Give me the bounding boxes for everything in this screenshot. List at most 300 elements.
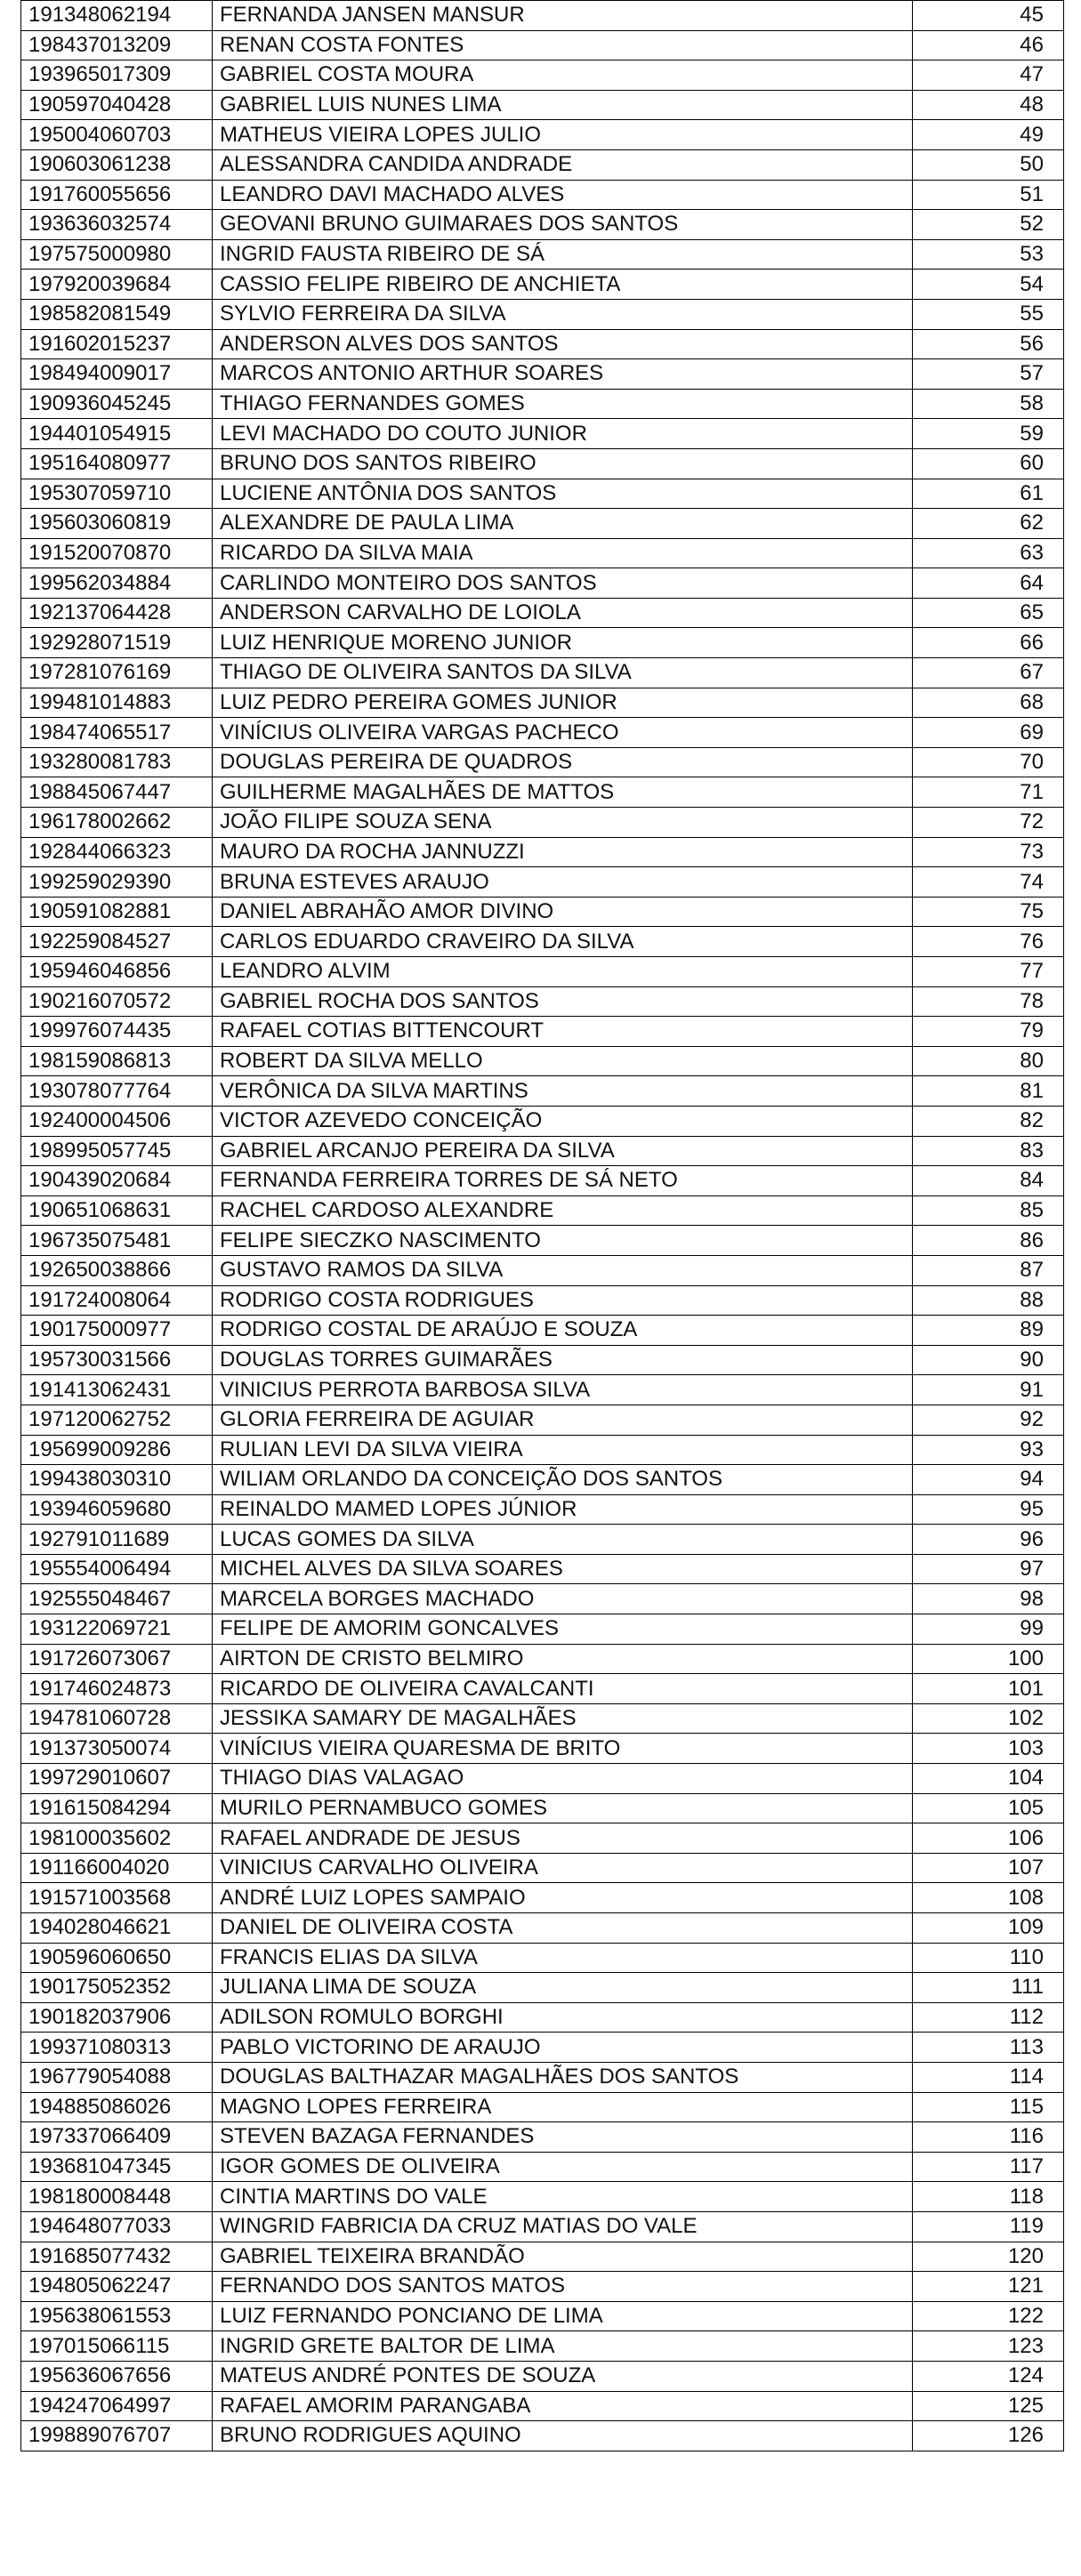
table-row (21, 1166, 1064, 1196)
classification-cell: 56 (913, 329, 1064, 359)
candidate-name-cell: GLORIA FERREIRA DE AGUIAR (213, 1405, 913, 1435)
registration-number-cell: 195164080977 (21, 448, 213, 479)
registration-number-cell: 197575000980 (21, 239, 213, 270)
table-row (21, 120, 1064, 150)
classification-cell: 62 (913, 509, 1064, 539)
candidate-name-cell: ANDERSON ALVES DOS SANTOS (213, 329, 913, 359)
registration-number-cell: 192555048467 (21, 1584, 213, 1614)
classification-cell: 66 (913, 628, 1064, 658)
classification-cell: 105 (913, 1793, 1064, 1823)
candidate-name-cell: LUCIENE ANTÔNIA DOS SANTOS (213, 479, 913, 509)
classification-cell: 108 (913, 1883, 1064, 1913)
classification-cell: 122 (913, 2301, 1064, 2331)
table-row (21, 329, 1064, 359)
candidate-name-cell: THIAGO DE OLIVEIRA SANTOS DA SILVA (213, 658, 913, 688)
registration-number-cell: 193965017309 (21, 60, 213, 91)
table-row (21, 1764, 1064, 1794)
table-row (21, 2122, 1064, 2153)
candidate-name-cell: ROBERT DA SILVA MELLO (213, 1046, 913, 1076)
table-row (21, 837, 1064, 867)
table-row (21, 419, 1064, 449)
registration-number-cell: 199259029390 (21, 867, 213, 898)
classification-cell: 74 (913, 867, 1064, 898)
classification-cell: 97 (913, 1554, 1064, 1584)
table-row (21, 1076, 1064, 1107)
classification-cell: 110 (913, 1943, 1064, 1973)
classification-cell: 46 (913, 30, 1064, 60)
table-row (21, 1554, 1064, 1584)
table-row (21, 1017, 1064, 1047)
candidate-name-cell: GABRIEL TEIXEIRA BRANDÃO (213, 2242, 913, 2272)
registration-number-cell: 197120062752 (21, 1405, 213, 1435)
classification-cell: 95 (913, 1494, 1064, 1525)
classification-cell: 111 (913, 1973, 1064, 2003)
classification-cell: 72 (913, 808, 1064, 838)
registration-number-cell: 191760055656 (21, 180, 213, 210)
classification-cell: 82 (913, 1106, 1064, 1136)
candidate-name-cell: DOUGLAS BALTHAZAR MAGALHÃES DOS SANTOS (213, 2062, 913, 2092)
table-row (21, 1106, 1064, 1136)
registration-number-cell: 196178002662 (21, 808, 213, 838)
classification-cell: 123 (913, 2331, 1064, 2362)
classification-cell: 64 (913, 568, 1064, 599)
table-row (21, 1136, 1064, 1166)
classification-cell: 81 (913, 1076, 1064, 1107)
registration-number-cell: 194401054915 (21, 419, 213, 449)
candidate-name-cell: RENAN COSTA FONTES (213, 30, 913, 60)
classification-cell: 115 (913, 2092, 1064, 2122)
registration-number-cell: 192928071519 (21, 628, 213, 658)
candidate-name-cell: IGOR GOMES DE OLIVEIRA (213, 2152, 913, 2182)
table-row (21, 628, 1064, 658)
candidate-name-cell: STEVEN BAZAGA FERNANDES (213, 2122, 913, 2153)
table-row (21, 299, 1064, 329)
table-row (21, 270, 1064, 300)
table-row (21, 2301, 1064, 2331)
classification-cell: 101 (913, 1674, 1064, 1704)
table-row (21, 1674, 1064, 1704)
registration-number-cell: 193636032574 (21, 210, 213, 240)
table-row (21, 986, 1064, 1017)
table-row (21, 2033, 1064, 2063)
table-row (21, 897, 1064, 927)
candidate-name-cell: GABRIEL LUIS NUNES LIMA (213, 90, 913, 120)
registration-number-cell: 198100035602 (21, 1823, 213, 1854)
candidate-name-cell: CASSIO FELIPE RIBEIRO DE ANCHIETA (213, 270, 913, 300)
table-row (21, 2421, 1064, 2451)
candidate-name-cell: FELIPE SIECZKO NASCIMENTO (213, 1226, 913, 1256)
classification-cell: 114 (913, 2062, 1064, 2092)
classification-cell: 113 (913, 2033, 1064, 2063)
classification-cell: 102 (913, 1703, 1064, 1734)
candidate-name-cell: PABLO VICTORINO DE ARAUJO (213, 2033, 913, 2063)
candidate-name-cell: INGRID FAUSTA RIBEIRO DE SÁ (213, 239, 913, 270)
classification-cell: 99 (913, 1614, 1064, 1645)
classification-cell: 65 (913, 598, 1064, 628)
classification-cell: 57 (913, 359, 1064, 390)
table-row (21, 1316, 1064, 1346)
table-row (21, 239, 1064, 270)
registration-number-cell: 192137064428 (21, 598, 213, 628)
table-row (21, 1255, 1064, 1285)
candidate-name-cell: THIAGO FERNANDES GOMES (213, 389, 913, 419)
table-row (21, 1494, 1064, 1525)
registration-number-cell: 194247064997 (21, 2391, 213, 2421)
registration-number-cell: 190175000977 (21, 1316, 213, 1346)
candidate-name-cell: RICARDO DE OLIVEIRA CAVALCANTI (213, 1674, 913, 1704)
registration-number-cell: 197920039684 (21, 270, 213, 300)
table-row (21, 688, 1064, 718)
candidate-name-cell: ANDRÉ LUIZ LOPES SAMPAIO (213, 1883, 913, 1913)
classification-cell: 45 (913, 1, 1064, 31)
classification-cell: 52 (913, 210, 1064, 240)
registration-number-cell: 195603060819 (21, 509, 213, 539)
table-row (21, 2211, 1064, 2242)
results-table-body (21, 1, 1064, 2451)
registration-number-cell: 190182037906 (21, 2002, 213, 2033)
registration-number-cell: 196735075481 (21, 1226, 213, 1256)
table-row (21, 479, 1064, 509)
registration-number-cell: 190591082881 (21, 897, 213, 927)
candidate-name-cell: VINÍCIUS OLIVEIRA VARGAS PACHECO (213, 718, 913, 748)
registration-number-cell: 191520070870 (21, 538, 213, 568)
registration-number-cell: 191746024873 (21, 1674, 213, 1704)
table-row (21, 1973, 1064, 2003)
classification-cell: 54 (913, 270, 1064, 300)
table-row (21, 1913, 1064, 1944)
classification-cell: 61 (913, 479, 1064, 509)
registration-number-cell: 197015066115 (21, 2331, 213, 2362)
classification-cell: 94 (913, 1465, 1064, 1495)
registration-number-cell: 198437013209 (21, 30, 213, 60)
table-row (21, 90, 1064, 120)
candidate-name-cell: ALEXANDRE DE PAULA LIMA (213, 509, 913, 539)
registration-number-cell: 195946046856 (21, 957, 213, 987)
registration-number-cell: 197337066409 (21, 2122, 213, 2153)
table-row (21, 509, 1064, 539)
registration-number-cell: 195636067656 (21, 2361, 213, 2391)
classification-cell: 73 (913, 837, 1064, 867)
candidate-name-cell: GABRIEL ROCHA DOS SANTOS (213, 986, 913, 1017)
table-row (21, 448, 1064, 479)
classification-cell: 89 (913, 1316, 1064, 1346)
classification-cell: 106 (913, 1823, 1064, 1854)
classification-cell: 53 (913, 239, 1064, 270)
candidate-name-cell: JOÃO FILIPE SOUZA SENA (213, 808, 913, 838)
table-row (21, 1226, 1064, 1256)
candidate-name-cell: MICHEL ALVES DA SILVA SOARES (213, 1554, 913, 1584)
results-table (20, 0, 1064, 2451)
registration-number-cell: 193946059680 (21, 1494, 213, 1525)
candidate-name-cell: LUIZ FERNANDO PONCIANO DE LIMA (213, 2301, 913, 2331)
table-row (21, 1943, 1064, 1973)
classification-cell: 59 (913, 419, 1064, 449)
table-row (21, 2152, 1064, 2182)
registration-number-cell: 199371080313 (21, 2033, 213, 2063)
classification-cell: 100 (913, 1644, 1064, 1674)
registration-number-cell: 191373050074 (21, 1734, 213, 1764)
candidate-name-cell: LEVI MACHADO DO COUTO JUNIOR (213, 419, 913, 449)
registration-number-cell: 190439020684 (21, 1166, 213, 1196)
classification-cell: 96 (913, 1525, 1064, 1555)
classification-cell: 70 (913, 747, 1064, 777)
candidate-name-cell: MATHEUS VIEIRA LOPES JULIO (213, 120, 913, 150)
table-row (21, 2182, 1064, 2212)
candidate-name-cell: RACHEL CARDOSO ALEXANDRE (213, 1195, 913, 1226)
registration-number-cell: 198845067447 (21, 777, 213, 808)
classification-cell: 98 (913, 1584, 1064, 1614)
classification-cell: 90 (913, 1345, 1064, 1375)
table-row (21, 1703, 1064, 1734)
candidate-name-cell: VERÔNICA DA SILVA MARTINS (213, 1076, 913, 1107)
table-row (21, 747, 1064, 777)
table-row (21, 1046, 1064, 1076)
candidate-name-cell: MAURO DA ROCHA JANNUZZI (213, 837, 913, 867)
table-row (21, 1793, 1064, 1823)
candidate-name-cell: LUCAS GOMES DA SILVA (213, 1525, 913, 1555)
classification-cell: 109 (913, 1913, 1064, 1944)
table-row (21, 30, 1064, 60)
registration-number-cell: 199562034884 (21, 568, 213, 599)
registration-number-cell: 193280081783 (21, 747, 213, 777)
table-row (21, 1883, 1064, 1913)
candidate-name-cell: JESSIKA SAMARY DE MAGALHÃES (213, 1703, 913, 1734)
candidate-name-cell: LUIZ HENRIQUE MORENO JUNIOR (213, 628, 913, 658)
registration-number-cell: 195554006494 (21, 1554, 213, 1584)
candidate-name-cell: WILIAM ORLANDO DA CONCEIÇÃO DOS SANTOS (213, 1465, 913, 1495)
registration-number-cell: 194781060728 (21, 1703, 213, 1734)
classification-cell: 55 (913, 299, 1064, 329)
classification-cell: 83 (913, 1136, 1064, 1166)
classification-cell: 120 (913, 2242, 1064, 2272)
registration-number-cell: 192259084527 (21, 927, 213, 957)
classification-cell: 50 (913, 149, 1064, 180)
candidate-name-cell: LEANDRO DAVI MACHADO ALVES (213, 180, 913, 210)
registration-number-cell: 190596060650 (21, 1943, 213, 1973)
candidate-name-cell: BRUNO RODRIGUES AQUINO (213, 2421, 913, 2451)
registration-number-cell: 192650038866 (21, 1255, 213, 1285)
classification-cell: 126 (913, 2421, 1064, 2451)
candidate-name-cell: MATEUS ANDRÉ PONTES DE SOUZA (213, 2361, 913, 2391)
classification-cell: 48 (913, 90, 1064, 120)
registration-number-cell: 191166004020 (21, 1853, 213, 1883)
classification-cell: 80 (913, 1046, 1064, 1076)
candidate-name-cell: RODRIGO COSTA RODRIGUES (213, 1285, 913, 1316)
classification-cell: 124 (913, 2361, 1064, 2391)
table-row (21, 1734, 1064, 1764)
classification-cell: 58 (913, 389, 1064, 419)
classification-cell: 86 (913, 1226, 1064, 1256)
table-row (21, 2391, 1064, 2421)
registration-number-cell: 195638061553 (21, 2301, 213, 2331)
registration-number-cell: 199481014883 (21, 688, 213, 718)
table-row (21, 1375, 1064, 1405)
classification-cell: 63 (913, 538, 1064, 568)
table-row (21, 1195, 1064, 1226)
registration-number-cell: 194648077033 (21, 2211, 213, 2242)
table-row (21, 2331, 1064, 2362)
registration-number-cell: 193078077764 (21, 1076, 213, 1107)
registration-number-cell: 195307059710 (21, 479, 213, 509)
table-row (21, 1525, 1064, 1555)
candidate-name-cell: DOUGLAS PEREIRA DE QUADROS (213, 747, 913, 777)
classification-cell: 103 (913, 1734, 1064, 1764)
table-row (21, 808, 1064, 838)
candidate-name-cell: THIAGO DIAS VALAGAO (213, 1764, 913, 1794)
registration-number-cell: 191726073067 (21, 1644, 213, 1674)
candidate-name-cell: RULIAN LEVI DA SILVA VIEIRA (213, 1435, 913, 1465)
candidate-name-cell: DOUGLAS TORRES GUIMARÃES (213, 1345, 913, 1375)
table-row (21, 180, 1064, 210)
registration-number-cell: 194885086026 (21, 2092, 213, 2122)
classification-cell: 125 (913, 2391, 1064, 2421)
registration-number-cell: 192400004506 (21, 1106, 213, 1136)
classification-cell: 77 (913, 957, 1064, 987)
registration-number-cell: 198159086813 (21, 1046, 213, 1076)
registration-number-cell: 194028046621 (21, 1913, 213, 1944)
registration-number-cell: 198494009017 (21, 359, 213, 390)
classification-cell: 112 (913, 2002, 1064, 2033)
candidate-name-cell: RICARDO DA SILVA MAIA (213, 538, 913, 568)
classification-cell: 118 (913, 2182, 1064, 2212)
candidate-name-cell: RAFAEL COTIAS BITTENCOURT (213, 1017, 913, 1047)
registration-number-cell: 191685077432 (21, 2242, 213, 2272)
candidate-name-cell: FERNANDO DOS SANTOS MATOS (213, 2272, 913, 2302)
table-row (21, 927, 1064, 957)
candidate-name-cell: ADILSON ROMULO BORGHI (213, 2002, 913, 2033)
registration-number-cell: 194805062247 (21, 2272, 213, 2302)
table-row (21, 2062, 1064, 2092)
table-row (21, 60, 1064, 91)
table-row (21, 867, 1064, 898)
candidate-name-cell: CARLOS EDUARDO CRAVEIRO DA SILVA (213, 927, 913, 957)
candidate-name-cell: GABRIEL ARCANJO PEREIRA DA SILVA (213, 1136, 913, 1166)
candidate-name-cell: GEOVANI BRUNO GUIMARAES DOS SANTOS (213, 210, 913, 240)
registration-number-cell: 193122069721 (21, 1614, 213, 1645)
registration-number-cell: 190597040428 (21, 90, 213, 120)
table-row (21, 2242, 1064, 2272)
candidate-name-cell: VINICIUS CARVALHO OLIVEIRA (213, 1853, 913, 1883)
table-row (21, 1405, 1064, 1435)
table-row (21, 957, 1064, 987)
registration-number-cell: 190603061238 (21, 149, 213, 180)
table-row (21, 1853, 1064, 1883)
table-row (21, 2272, 1064, 2302)
classification-cell: 116 (913, 2122, 1064, 2153)
table-row (21, 1435, 1064, 1465)
candidate-name-cell: FRANCIS ELIAS DA SILVA (213, 1943, 913, 1973)
candidate-name-cell: BRUNO DOS SANTOS RIBEIRO (213, 448, 913, 479)
classification-cell: 69 (913, 718, 1064, 748)
classification-cell: 51 (913, 180, 1064, 210)
candidate-name-cell: RODRIGO COSTAL DE ARAÚJO E SOUZA (213, 1316, 913, 1346)
table-row (21, 1823, 1064, 1854)
table-row (21, 1345, 1064, 1375)
classification-cell: 121 (913, 2272, 1064, 2302)
candidate-name-cell: GUILHERME MAGALHÃES DE MATTOS (213, 777, 913, 808)
classification-cell: 71 (913, 777, 1064, 808)
table-row (21, 718, 1064, 748)
registration-number-cell: 198180008448 (21, 2182, 213, 2212)
table-row (21, 538, 1064, 568)
candidate-name-cell: ALESSANDRA CANDIDA ANDRADE (213, 149, 913, 180)
classification-cell: 88 (913, 1285, 1064, 1316)
table-row (21, 598, 1064, 628)
classification-cell: 92 (913, 1405, 1064, 1435)
candidate-name-cell: VINÍCIUS VIEIRA QUARESMA DE BRITO (213, 1734, 913, 1764)
registration-number-cell: 192791011689 (21, 1525, 213, 1555)
table-row (21, 2092, 1064, 2122)
registration-number-cell: 191615084294 (21, 1793, 213, 1823)
candidate-name-cell: WINGRID FABRICIA DA CRUZ MATIAS DO VALE (213, 2211, 913, 2242)
candidate-name-cell: VICTOR AZEVEDO CONCEIÇÃO (213, 1106, 913, 1136)
table-row (21, 1644, 1064, 1674)
candidate-name-cell: INGRID GRETE BALTOR DE LIMA (213, 2331, 913, 2362)
candidate-name-cell: DANIEL DE OLIVEIRA COSTA (213, 1913, 913, 1944)
candidate-name-cell: JULIANA LIMA DE SOUZA (213, 1973, 913, 2003)
candidate-name-cell: MAGNO LOPES FERREIRA (213, 2092, 913, 2122)
registration-number-cell: 195730031566 (21, 1345, 213, 1375)
classification-cell: 87 (913, 1255, 1064, 1285)
registration-number-cell: 198474065517 (21, 718, 213, 748)
table-row (21, 1, 1064, 31)
registration-number-cell: 198995057745 (21, 1136, 213, 1166)
classification-cell: 107 (913, 1853, 1064, 1883)
registration-number-cell: 191571003568 (21, 1883, 213, 1913)
candidate-name-cell: DANIEL ABRAHÃO AMOR DIVINO (213, 897, 913, 927)
table-row (21, 389, 1064, 419)
candidate-name-cell: LEANDRO ALVIM (213, 957, 913, 987)
registration-number-cell: 191602015237 (21, 329, 213, 359)
classification-cell: 67 (913, 658, 1064, 688)
table-row (21, 658, 1064, 688)
registration-number-cell: 190936045245 (21, 389, 213, 419)
candidate-name-cell: MURILO PERNAMBUCO GOMES (213, 1793, 913, 1823)
classification-cell: 47 (913, 60, 1064, 91)
registration-number-cell: 199438030310 (21, 1465, 213, 1495)
classification-cell: 93 (913, 1435, 1064, 1465)
registration-number-cell: 199976074435 (21, 1017, 213, 1047)
classification-cell: 104 (913, 1764, 1064, 1794)
classification-cell: 84 (913, 1166, 1064, 1196)
registration-number-cell: 195004060703 (21, 120, 213, 150)
classification-cell: 76 (913, 927, 1064, 957)
candidate-name-cell: MARCELA BORGES MACHADO (213, 1584, 913, 1614)
classification-cell: 119 (913, 2211, 1064, 2242)
candidate-name-cell: AIRTON DE CRISTO BELMIRO (213, 1644, 913, 1674)
candidate-name-cell: FELIPE DE AMORIM GONCALVES (213, 1614, 913, 1645)
registration-number-cell: 199889076707 (21, 2421, 213, 2451)
candidate-name-cell: REINALDO MAMED LOPES JÚNIOR (213, 1494, 913, 1525)
table-row (21, 777, 1064, 808)
candidate-name-cell: MARCOS ANTONIO ARTHUR SOARES (213, 359, 913, 390)
table-row (21, 1614, 1064, 1645)
table-row (21, 2002, 1064, 2033)
classification-cell: 85 (913, 1195, 1064, 1226)
registration-number-cell: 198582081549 (21, 299, 213, 329)
table-row (21, 568, 1064, 599)
classification-cell: 68 (913, 688, 1064, 718)
candidate-name-cell: FERNANDA JANSEN MANSUR (213, 1, 913, 31)
candidate-name-cell: GUSTAVO RAMOS DA SILVA (213, 1255, 913, 1285)
registration-number-cell: 190175052352 (21, 1973, 213, 2003)
classification-cell: 78 (913, 986, 1064, 1017)
registration-number-cell: 195699009286 (21, 1435, 213, 1465)
candidate-name-cell: LUIZ PEDRO PEREIRA GOMES JUNIOR (213, 688, 913, 718)
table-row (21, 1465, 1064, 1495)
candidate-name-cell: ANDERSON CARVALHO DE LOIOLA (213, 598, 913, 628)
registration-number-cell: 193681047345 (21, 2152, 213, 2182)
